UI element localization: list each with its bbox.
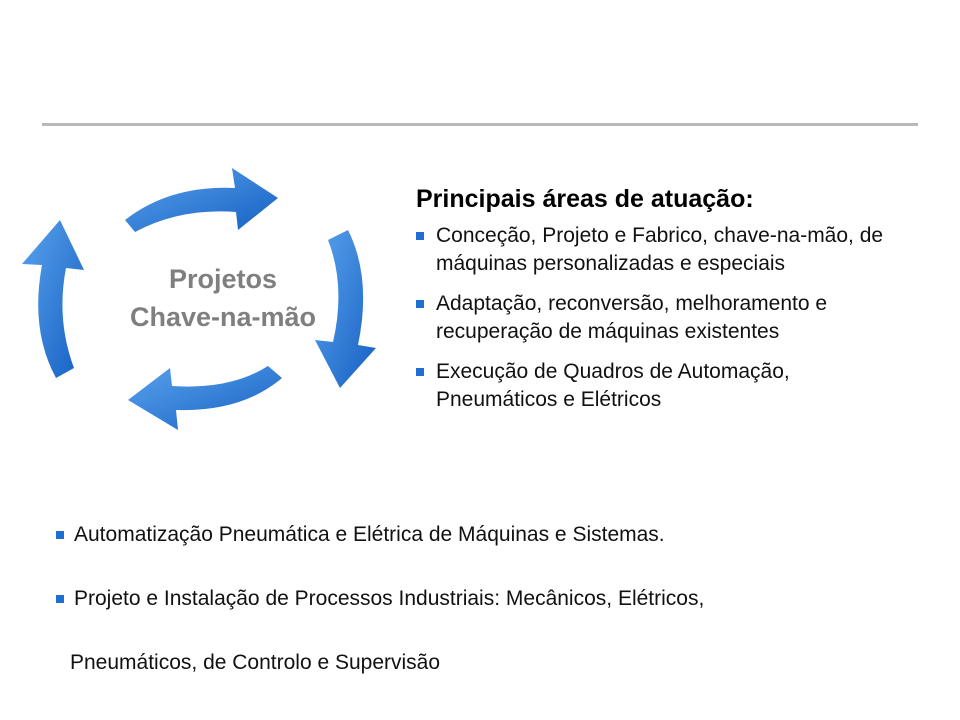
square-bullet-icon — [416, 368, 424, 376]
main-areas-section — [416, 182, 936, 426]
list-item-text: Automatização Pneumática e Elétrica de Máquinas e Sistemas. — [74, 523, 665, 546]
square-bullet-icon — [416, 300, 424, 308]
areas-list — [416, 222, 936, 414]
list-item — [56, 584, 936, 614]
areas-title: Principais áreas de atuação: — [416, 185, 754, 213]
cycle-label-line2: Chave-na-mão — [129, 302, 317, 332]
list-item-text: Execução de Quadros de Automação, Pneumáticos e Elétricos — [436, 360, 790, 411]
list-item — [416, 358, 906, 414]
arrow-bottom-icon — [128, 366, 282, 430]
arrow-top-icon — [125, 168, 278, 232]
cycle-label-line1: Projetos — [168, 264, 278, 294]
cycle-diagram — [10, 160, 380, 450]
header-divider — [42, 123, 918, 126]
list-item — [416, 222, 906, 278]
square-bullet-icon — [56, 531, 64, 539]
list-item — [416, 290, 906, 346]
list-item-text: Adaptação, reconversão, melhoramento e recuperação de máquinas existentes — [436, 292, 828, 343]
cycle-label — [88, 260, 358, 336]
square-bullet-icon — [56, 595, 64, 603]
bottom-list — [56, 520, 936, 614]
list-item-text: Projeto e Instalação de Processos Industriais: Mecânicos, Elétricos, — [74, 587, 705, 610]
list-item — [56, 520, 936, 550]
square-bullet-icon — [416, 232, 424, 240]
list-item-continuation: Pneumáticos, de Controlo e Supervisão — [70, 651, 441, 674]
list-item-text: Conceção, Projeto e Fabrico, chave-na-mão, de máquinas personalizadas e especiais — [436, 224, 884, 275]
arrow-left-icon — [22, 220, 84, 378]
